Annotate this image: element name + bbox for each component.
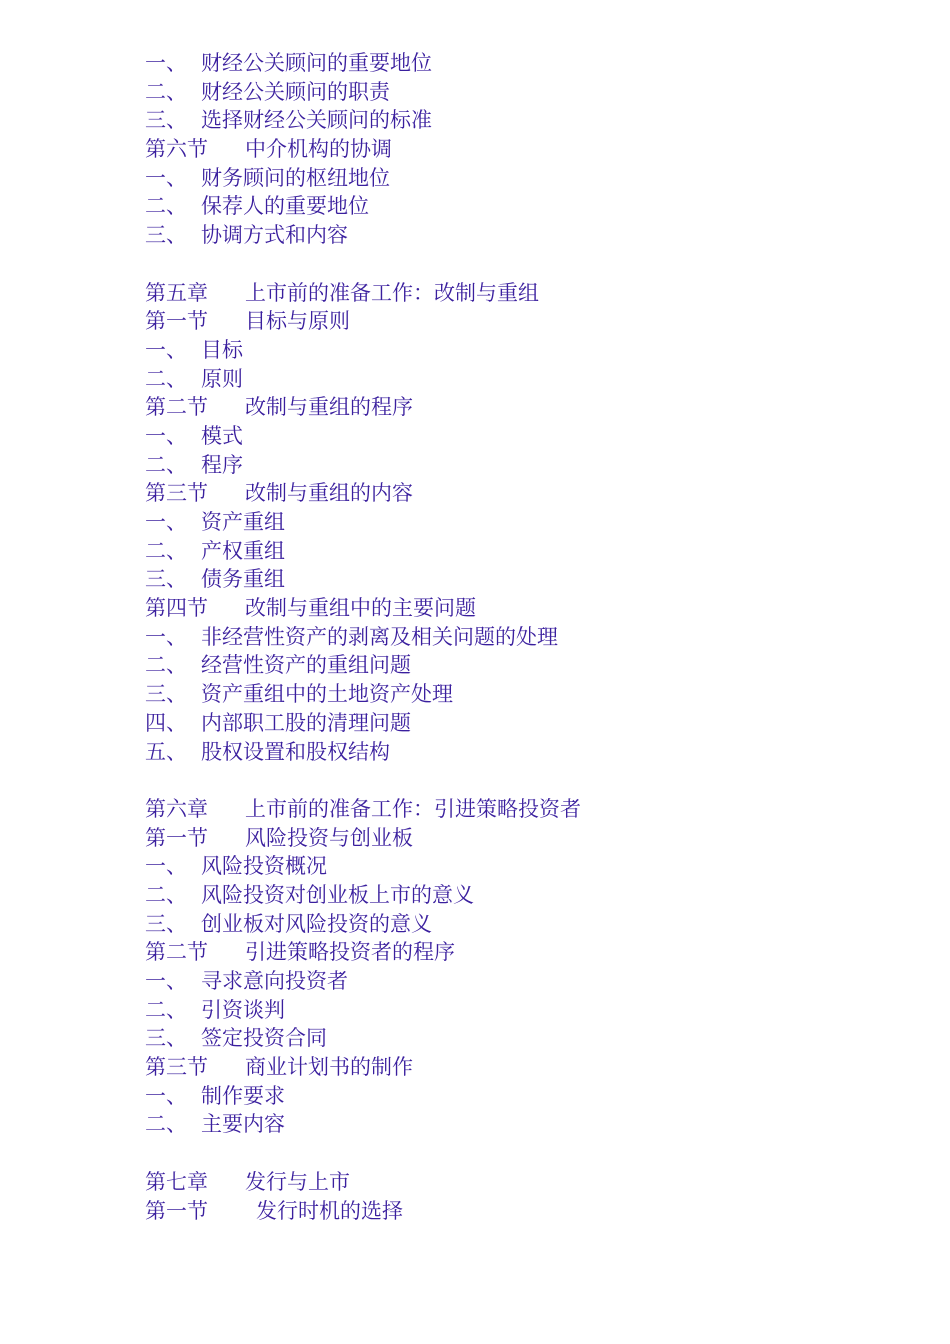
line-number: 第五章	[145, 280, 208, 305]
list-item	[145, 365, 845, 394]
line-number: 二、	[145, 452, 187, 477]
line-number: 四、	[145, 710, 187, 735]
line-text: 保荐人的重要地位	[201, 194, 369, 219]
line-text: 风险投资概况	[201, 854, 327, 879]
line-number: 第七章	[145, 1169, 208, 1194]
list-item	[145, 852, 845, 881]
section-heading	[145, 1053, 845, 1082]
list-item	[145, 164, 845, 193]
line-text: 发行时机的选择	[256, 1198, 403, 1223]
line-text: 目标	[201, 337, 243, 362]
line-text: 产权重组	[201, 538, 285, 563]
line-text: 寻求意向投资者	[201, 969, 348, 993]
list-item	[145, 709, 845, 738]
line-text: 商业计划书的制作	[245, 1055, 413, 1080]
line-number: 五、	[145, 739, 187, 764]
line-number: 第二节	[145, 940, 208, 965]
line-text: 制作要求	[201, 1083, 285, 1108]
line-number: 二、	[145, 1112, 187, 1137]
line-text: 创业板对风险投资的意义	[201, 911, 432, 936]
line-number: 二、	[145, 79, 187, 104]
section-heading	[145, 938, 845, 967]
line-text: 财务顾问的枢纽地位	[201, 165, 390, 190]
line-number: 一、	[145, 51, 187, 75]
blank-line	[145, 250, 845, 279]
line-text: 主要内容	[201, 1112, 285, 1137]
line-text: 债务重组	[201, 567, 285, 592]
line-number: 三、	[145, 911, 187, 936]
list-item	[145, 508, 845, 537]
line-number: 一、	[145, 1083, 187, 1108]
section-heading	[145, 479, 845, 508]
line-number: 第一节	[145, 309, 208, 334]
line-text: 选择财经公关顾问的标准	[201, 108, 432, 133]
list-item	[145, 221, 845, 250]
line-text: 财经公关顾问的重要地位	[201, 51, 432, 75]
list-item	[145, 1024, 845, 1053]
line-text: 程序	[201, 452, 243, 477]
line-number: 二、	[145, 882, 187, 907]
list-item	[145, 651, 845, 680]
list-item	[145, 738, 845, 767]
line-text: 改制与重组的程序	[245, 395, 413, 420]
line-number: 一、	[145, 510, 187, 534]
chapter-heading	[145, 1168, 845, 1197]
list-item	[145, 910, 845, 939]
line-text: 资产重组中的土地资产处理	[201, 682, 453, 707]
list-item	[145, 623, 845, 652]
list-item	[145, 1082, 845, 1111]
line-number: 一、	[145, 969, 187, 993]
line-number: 第三节	[145, 1055, 208, 1080]
line-number: 第一节	[145, 1198, 208, 1223]
line-number: 一、	[145, 854, 187, 879]
list-item	[145, 565, 845, 594]
list-item	[145, 78, 845, 107]
line-text: 内部职工股的清理问题	[201, 710, 411, 735]
list-item	[145, 881, 845, 910]
line-text: 引进策略投资者的程序	[245, 940, 455, 965]
line-number: 三、	[145, 108, 187, 133]
blank-line	[145, 1139, 845, 1168]
line-text: 财经公关顾问的职责	[201, 79, 390, 104]
line-number: 一、	[145, 624, 187, 649]
section-heading	[145, 1197, 845, 1226]
line-number: 第六章	[145, 796, 208, 821]
line-number: 一、	[145, 165, 187, 190]
line-text: 协调方式和内容	[201, 223, 348, 248]
line-text: 风险投资与创业板	[245, 825, 413, 850]
line-number: 二、	[145, 653, 187, 678]
line-number: 二、	[145, 997, 187, 1022]
line-number: 第三节	[145, 481, 208, 506]
line-text: 上市前的准备工作：改制与重组	[245, 280, 539, 305]
line-number: 一、	[145, 337, 187, 362]
toc-document	[145, 49, 845, 1225]
line-text: 中介机构的协调	[245, 137, 392, 162]
line-number: 二、	[145, 366, 187, 391]
line-number: 二、	[145, 194, 187, 219]
line-text: 目标与原则	[245, 309, 350, 334]
list-item	[145, 537, 845, 566]
line-text: 股权设置和股权结构	[201, 739, 390, 764]
list-item	[145, 451, 845, 480]
line-text: 经营性资产的重组问题	[201, 653, 411, 678]
line-text: 改制与重组的内容	[245, 481, 413, 506]
line-text: 发行与上市	[245, 1169, 350, 1194]
list-item	[145, 1110, 845, 1139]
line-number: 第一节	[145, 825, 208, 850]
section-heading	[145, 824, 845, 853]
list-item	[145, 192, 845, 221]
list-item	[145, 996, 845, 1025]
list-item	[145, 422, 845, 451]
line-text: 模式	[201, 423, 243, 448]
line-text: 风险投资对创业板上市的意义	[201, 882, 474, 907]
list-item	[145, 967, 845, 996]
line-number: 三、	[145, 1026, 187, 1051]
list-item	[145, 336, 845, 365]
section-heading	[145, 307, 845, 336]
chapter-heading	[145, 795, 845, 824]
list-item	[145, 106, 845, 135]
line-number: 一、	[145, 423, 187, 448]
line-number: 第六节	[145, 137, 208, 162]
line-text: 原则	[201, 366, 243, 391]
line-text: 上市前的准备工作：引进策略投资者	[245, 796, 581, 821]
section-heading	[145, 135, 845, 164]
section-heading	[145, 393, 845, 422]
line-number: 第四节	[145, 596, 208, 621]
list-item	[145, 680, 845, 709]
section-heading	[145, 594, 845, 623]
line-text: 签定投资合同	[201, 1026, 327, 1051]
line-number: 三、	[145, 682, 187, 707]
line-text: 资产重组	[201, 510, 285, 534]
line-number: 三、	[145, 567, 187, 592]
chapter-heading	[145, 279, 845, 308]
line-number: 二、	[145, 538, 187, 563]
line-text: 改制与重组中的主要问题	[245, 596, 476, 621]
line-number: 三、	[145, 223, 187, 248]
blank-line	[145, 766, 845, 795]
line-text: 非经营性资产的剥离及相关问题的处理	[201, 624, 558, 649]
list-item	[145, 49, 845, 78]
line-number: 第二节	[145, 395, 208, 420]
line-text: 引资谈判	[201, 997, 285, 1022]
